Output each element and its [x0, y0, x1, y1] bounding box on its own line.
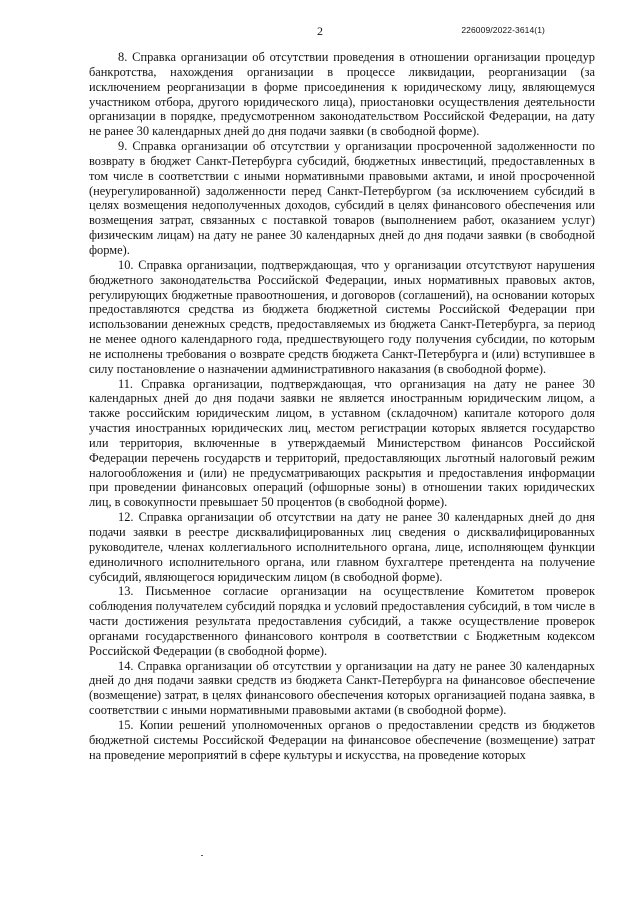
paragraph-item-14: 14. Справка организации об отсутствии у организации на дату не ранее 30 календарных дней до дня подачи заявки средств из бюджета Санкт-Петербурга на финансовое обеспечение (возмещение) затрат, в целях финансового обеспечения которых организацией подана заявка, в соответствии с иными нормативными правовыми актами (в свободной форме).	[89, 658, 595, 718]
paragraph-item-11: 11. Справка организации, подтверждающая, что организация на дату не ранее 30 календарных дней до дня подачи заявки не является иностранным юридическим лицом, а также российским юридическим лицом, в уставном (складочном) капитале которого доля участия иностранных юридических лиц, местом регистрации которых является государство или территория, включенные в утверждаемый Министерством финансов Российской Федерации перечень государств и территорий, предоставляющих льготный налоговый режим налогообложения и (или) не предусматривающих раскрытия и предоставления информации при проведении финансовых операций (офшорные зоны) в отношении таких юридических лиц, в совокупности превышает 50 процентов (в свободной форме).	[89, 376, 595, 510]
document-id: 226009/2022-3614(1)	[461, 25, 545, 35]
paragraph-item-13: 13. Письменное согласие организации на осуществление Комитетом проверок соблюдения получателем субсидий порядка и условий предоставления субсидий, в том числе в части достижения результата предоставления субсидий, а также осуществление проверок органами государственного финансового контроля в соответствии с Бюджетным кодексом Российской Федерации (в свободной форме).	[89, 584, 595, 658]
page-number: 2	[317, 24, 323, 38]
paragraph-item-12: 12. Справка организации об отсутствии на дату не ранее 30 календарных дней до дня подачи заявки в реестре дисквалифицированных лиц сведения о дисквалифицированных руководителе, членах коллегиального исполнительного органа, лице, исполняющем функции единоличного исполнительного органа, или главном бухгалтере претендента на получение субсидий, являющегося юридическим лицом (в свободной форме).	[89, 510, 595, 584]
paragraph-item-15: 15. Копии решений уполномоченных органов о предоставлении средств из бюджетов бюджетной системы Российской Федерации на финансовое обеспечение (возмещение) затрат на проведение мероприятий в сфере культуры и искусства, на проведение которых	[89, 717, 595, 762]
scan-speck	[201, 855, 203, 856]
document-body	[89, 50, 595, 763]
paragraph-item-9: 9. Справка организации об отсутствии у организации просроченной задолженности по возврату в бюджет Санкт-Петербурга субсидий, бюджетных инвестиций, предоставленных в том числе в соответствии с иными нормативными правовыми актами, и иной просроченной (неурегулированной) задолженности перед Санкт-Петербургом (за исключением субсидий в целях возмещения недополученных доходов, субсидий в целях финансового обеспечения или возмещения затрат, связанных с поставкой товаров (выполнением работ, оказанием услуг) физическим лицам) на дату не ранее 30 календарных дней до дня подачи заявки (в свободной форме).	[89, 139, 595, 257]
paragraph-item-10: 10. Справка организации, подтверждающая, что у организации отсутствуют нарушения бюджетного законодательства Российской Федерации, иных нормативных правовых актов, регулирующих бюджетные правоотношения, и договоров (соглашений), на основании которых предоставляются средства из бюджета бюджетной системы Российской Федерации при использовании денежных средств, предоставляемых из бюджета Санкт-Петербурга, за период не менее одного календарного года, предшествующего году получения субсидии, по которым не исполнены требования о возврате средств бюджета Санкт-Петербурга и (или) вступившее в силу постановление о назначении административного наказания (в свободной форме).	[89, 257, 595, 376]
paragraph-item-8: 8. Справка организации об отсутствии проведения в отношении организации процедур банкротства, нахождения организации в процессе ликвидации, реорганизации (за исключением реорганизации в форме присоединения к юридическому лицу, являющемуся участником отбора, другого юридического лица), приостановки осуществления деятельности организации в порядке, предусмотренном законодательством Российской Федерации, на дату не ранее 30 календарных дней до дня подачи заявки (в свободной форме).	[89, 50, 595, 139]
